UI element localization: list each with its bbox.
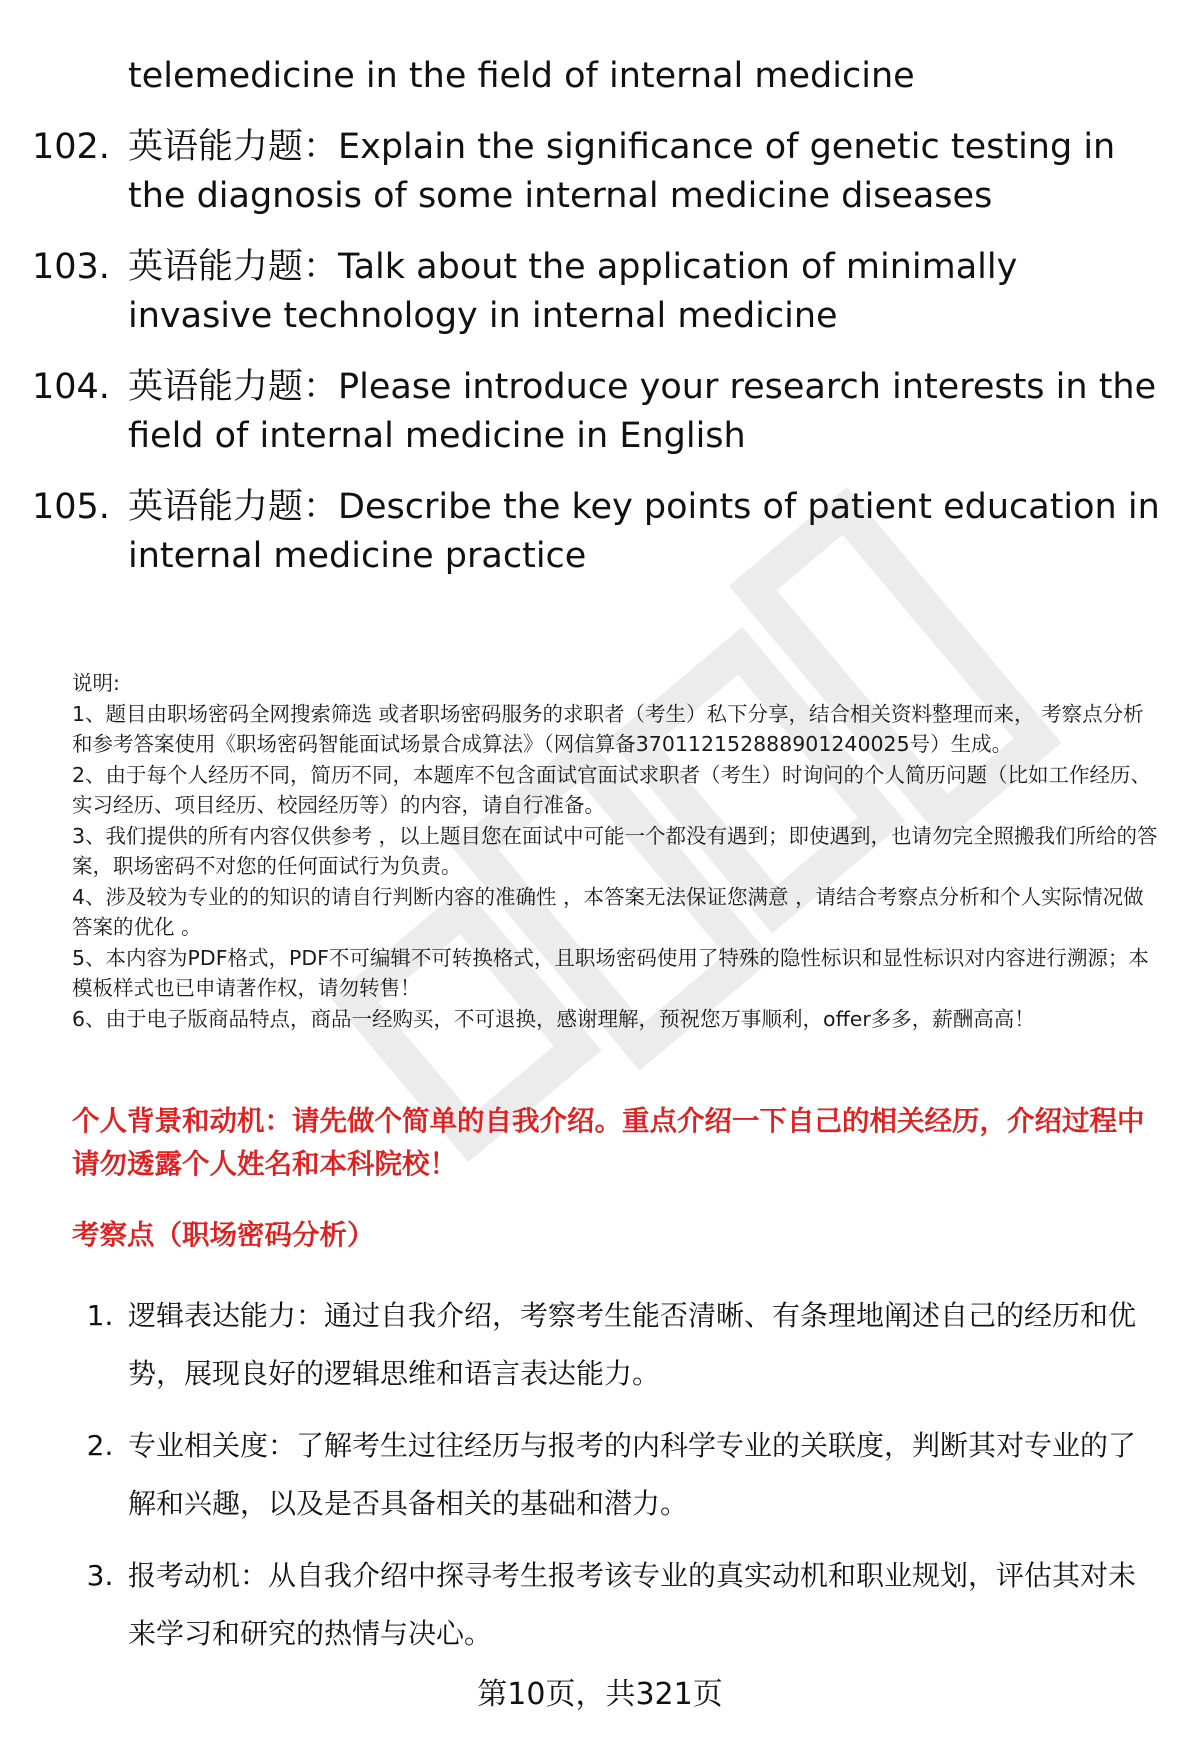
question-item <box>32 123 1172 221</box>
analysis-point <box>72 1417 1162 1533</box>
note-item: 1、题目由职场密码全网搜索筛选 或者职场密码服务的求职者（考生）私下分享，结合相关资料整理而来， 考察点分析和参考答案使用《职场密码智能面试场景合成算法》（网信算备370112152888901240025号）生成。 <box>72 701 1144 756</box>
question-continuation <box>32 52 1172 101</box>
notes-title: 说明: <box>72 671 120 695</box>
analysis-heading: 考察点（职场密码分析） <box>72 1219 375 1251</box>
page-footer: 第10页，共321页 <box>477 1677 723 1712</box>
analysis-points <box>72 1287 1162 1677</box>
point-text: 报考动机：从自我介绍中探寻考生报考该专业的真实动机和职业规划，评估其对未来学习和研究的热情与决心。 <box>128 1559 1137 1650</box>
notes-section <box>72 668 1162 1034</box>
note-item: 6、由于电子版商品特点，商品一经购买，不可退换，感谢理解，预祝您万事顺利，offer多多，薪酬高高！ <box>72 1006 1035 1031</box>
point-number: 2. <box>86 1429 114 1462</box>
question-text: 英语能力题：Describe the key points of patient education in internal medicine practice <box>128 487 1160 576</box>
question-heading: 个人背景和动机：请先做个简单的自我介绍。重点介绍一下自己的相关经历，介绍过程中请勿透露个人姓名和本科院校！ <box>72 1105 1145 1180</box>
question-item <box>32 483 1172 581</box>
question-text: 英语能力题：Talk about the application of minimally invasive technology in internal medicine <box>128 247 1018 336</box>
analysis-point <box>72 1287 1162 1403</box>
note-item: 2、由于每个人经历不同，简历不同，本题库不包含面试官面试求职者（考生）时询问的个人简历问题（比如工作经历、实习经历、项目经历、校园经历等）的内容，请自行准备。 <box>72 762 1152 817</box>
question-number: 103. <box>32 247 110 287</box>
question-number: 104. <box>32 367 110 407</box>
question-number: 105. <box>32 487 110 527</box>
question-number: 102. <box>32 127 110 167</box>
question-text: 英语能力题：Explain the significance of genetic testing in the diagnosis of some internal medicine diseases <box>128 127 1116 216</box>
point-number: 3. <box>86 1559 114 1592</box>
point-text: 专业相关度：了解考生过往经历与报考的内科学专业的关联度，判断其对专业的了解和兴趣，以及是否具备相关的基础和潜力。 <box>128 1429 1137 1520</box>
note-item: 5、本内容为PDF格式，PDF不可编辑不可转换格式，且职场密码使用了特殊的隐性标识和显性标识对内容进行溯源；本模板样式也已申请著作权，请勿转售！ <box>72 945 1149 1000</box>
question-text: telemedicine in the field of internal medicine <box>128 56 915 96</box>
question-item <box>32 243 1172 341</box>
analysis-point <box>72 1547 1162 1663</box>
point-text: 逻辑表达能力：通过自我介绍，考察考生能否清晰、有条理地阐述自己的经历和优势，展现良好的逻辑思维和语言表达能力。 <box>128 1299 1137 1390</box>
question-item <box>32 363 1172 461</box>
question-list <box>32 52 1172 603</box>
question-text: 英语能力题：Please introduce your research interests in the field of internal medicine in English <box>128 367 1157 456</box>
point-number: 1. <box>86 1299 114 1332</box>
note-item: 4、涉及较为专业的的知识的请自行判断内容的准确性 ，本答案无法保证您满意 ，请结合考察点分析和个人实际情况做答案的优化 。 <box>72 884 1144 939</box>
note-item: 3、我们提供的所有内容仅供参考 ，以上题目您在面试中可能一个都没有遇到；即使遇到，也请勿完全照搬我们所给的答案，职场密码不对您的任何面试行为负责。 <box>72 823 1158 878</box>
